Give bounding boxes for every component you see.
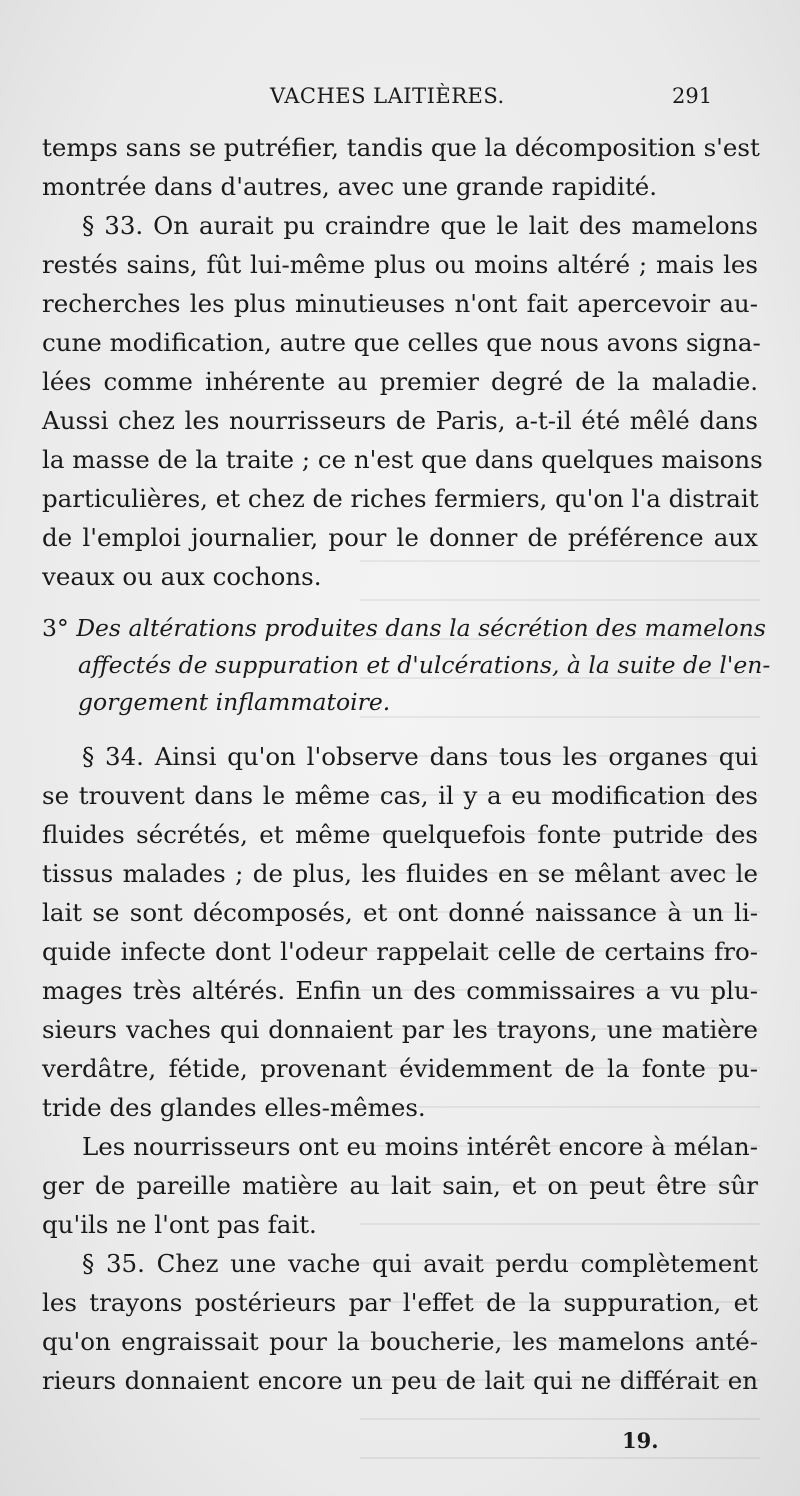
text-line: temps sans se putréfier, tandis que la décomposition s'est — [42, 133, 760, 162]
paragraph-continuation — [42, 128, 758, 206]
section-heading — [42, 610, 771, 721]
text-line: tissus malades ; de plus, les fluides en se mêlant avec le — [42, 859, 758, 888]
text-line: particulières, et chez de riches fermiers, qu'on l'a distrait — [42, 484, 759, 513]
text-line: de l'emploi journalier, pour le donner de préférence aux — [42, 523, 758, 552]
paragraph-33 — [42, 206, 763, 596]
running-head — [0, 84, 800, 114]
text-line: la masse de la traite ; ce n'est que dans quelques maisons — [42, 445, 763, 474]
text-line: lait se sont décomposés, et ont donné naissance à un li- — [42, 898, 758, 927]
text-line: rieurs donnaient encore un peu de lait qui ne différait en — [42, 1366, 758, 1395]
paragraph-34 — [42, 737, 758, 1127]
body-text — [42, 128, 771, 1400]
text-line: tride des glandes elles-mêmes. — [42, 1093, 426, 1122]
text-line: sieurs vaches qui donnaient par les trayons, une matière — [42, 1015, 758, 1044]
text-line: § 35. Chez une vache qui avait perdu complètement — [82, 1249, 758, 1278]
heading-line: affectés de suppuration et d'ulcérations, à la suite de l'en- — [78, 651, 771, 679]
text-line: § 33. On aurait pu craindre que le lait des mamelons — [82, 211, 758, 240]
text-line: qu'on engraissait pour la boucherie, les mamelons anté- — [42, 1327, 758, 1356]
text-line: § 34. Ainsi qu'on l'observe dans tous les organes qui — [82, 742, 758, 771]
text-line: lées comme inhérente au premier degré de la maladie. — [42, 367, 758, 396]
page-number: 291 — [672, 84, 713, 108]
text-line: cune modification, autre que celles que nous avons signa- — [42, 328, 761, 357]
text-line: quide infecte dont l'odeur rappelait celle de certains fro- — [42, 937, 758, 966]
running-title: VACHES LAITIÈRES. — [270, 84, 505, 108]
text-line: restés sains, fût lui-même plus ou moins altéré ; mais les — [42, 250, 758, 279]
text-line: Les nourrisseurs ont eu moins intérêt encore à mélan- — [82, 1132, 758, 1161]
text-line: mages très altérés. Enfin un des commissaires a vu plu- — [42, 976, 758, 1005]
text-line: les trayons postérieurs par l'effet de la suppuration, et — [42, 1288, 758, 1317]
text-line: Aussi chez les nourrisseurs de Paris, a-t-il été mêlé dans — [42, 406, 758, 435]
heading-number: 3° — [42, 614, 69, 642]
paragraph-35 — [42, 1244, 758, 1400]
text-line: ger de pareille matière au lait sain, et on peut être sûr — [42, 1171, 758, 1200]
text-line: se trouvent dans le même cas, il y a eu modification des — [42, 781, 758, 810]
text-line: recherches les plus minutieuses n'ont fait apercevoir au- — [42, 289, 758, 318]
text-line: veaux ou aux cochons. — [42, 562, 322, 591]
heading-line: gorgement inflammatoire. — [78, 688, 391, 716]
text-line: fluides sécrétés, et même quelquefois fonte putride des — [42, 820, 758, 849]
paragraph-nourrisseurs — [42, 1127, 758, 1244]
text-line: montrée dans d'autres, avec une grande rapidité. — [42, 172, 658, 201]
heading-text: Des altérations produites dans la sécrétion des mamelons — [76, 614, 766, 642]
text-line: verdâtre, fétide, provenant évidemment de la fonte pu- — [42, 1054, 758, 1083]
signature-mark: 19. — [622, 1428, 659, 1453]
heading-line — [42, 610, 766, 647]
text-line: qu'ils ne l'ont pas fait. — [42, 1210, 317, 1239]
